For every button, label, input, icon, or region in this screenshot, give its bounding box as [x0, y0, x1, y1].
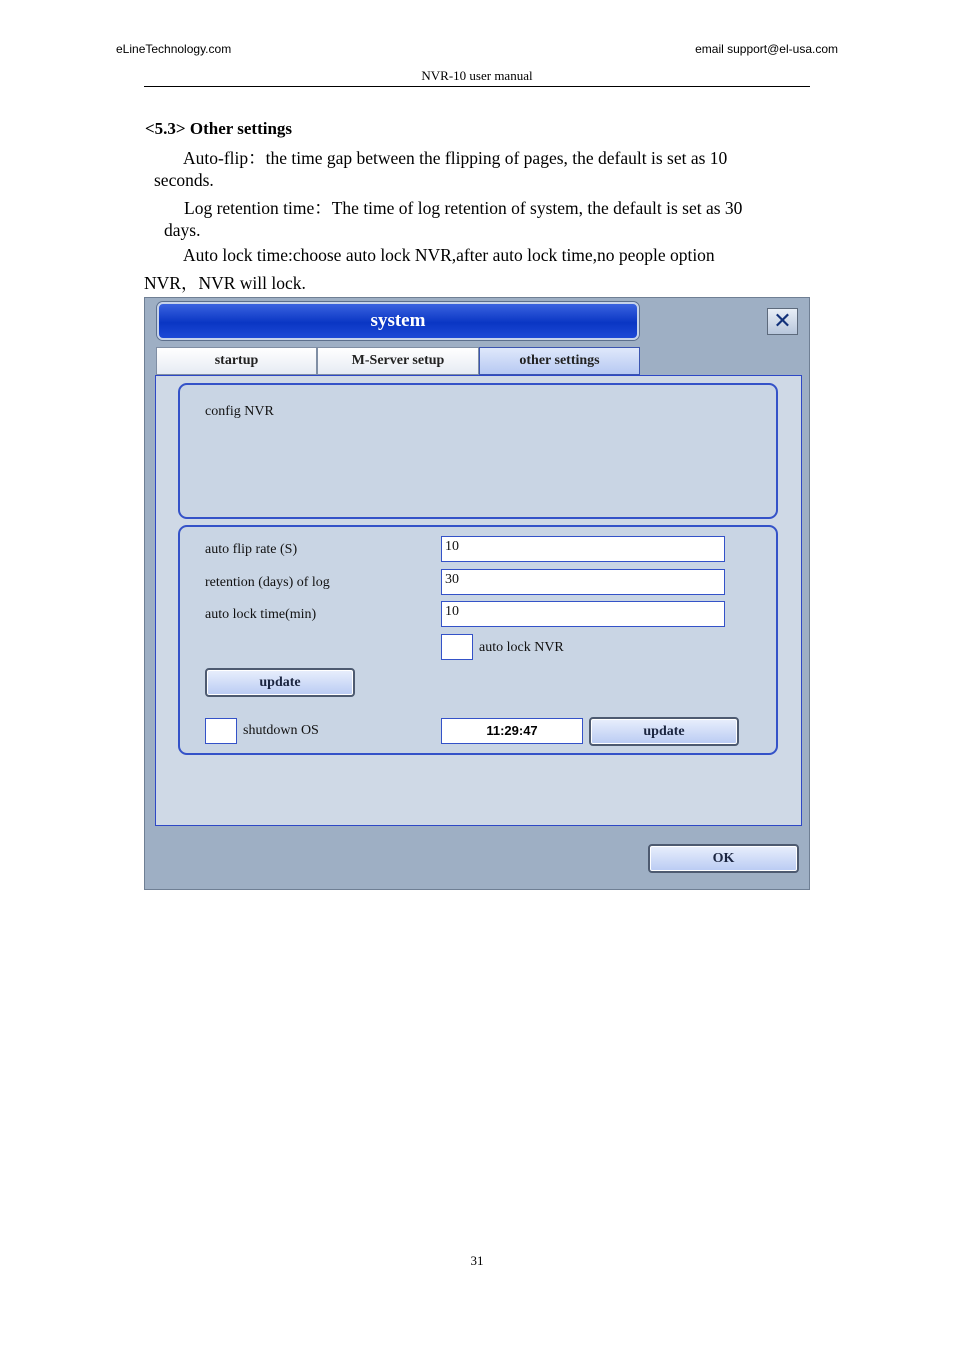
close-x-icon: ✕ [773, 309, 792, 334]
config-group [178, 383, 778, 519]
header-left: eLineTechnology.com [116, 42, 232, 56]
auto-flip-input[interactable]: 10 [441, 536, 725, 562]
header-center: NVR-10 user manual [421, 68, 533, 83]
log-retention-label: retention (days) of log [205, 575, 330, 590]
paragraph-line: Auto-flip：the time gap between the flipping of pages, the default is set as 10 [183, 148, 728, 168]
auto-lock-checkbox[interactable] [441, 634, 473, 660]
shutdown-label: shutdown OS [243, 723, 319, 738]
section-title: <5.3> Other settings [145, 119, 293, 138]
page-number: 31 [470, 1253, 484, 1268]
tab-panel [155, 375, 802, 826]
dialog-title-bar: system [157, 302, 639, 340]
clock-field[interactable]: 11:29:47 [441, 718, 583, 744]
tab-m-server-setup[interactable]: M-Server setup [317, 347, 479, 375]
tab-startup[interactable]: startup [156, 347, 317, 375]
paragraph-line: Auto lock time:choose auto lock NVR,after auto lock time,no people option [183, 245, 715, 265]
header-right: email support@el-usa.com [695, 42, 838, 56]
update-button[interactable]: update [205, 668, 355, 697]
shutdown-checkbox[interactable] [205, 718, 237, 744]
paragraph-line: days. [164, 220, 201, 240]
system-dialog [144, 297, 810, 890]
settings-group [178, 525, 778, 755]
paragraph-line: NVR，NVR will lock. [144, 273, 306, 293]
auto-lock-time-label: auto lock time(min) [205, 607, 317, 622]
paragraph-line: Log retention time：The time of log retention of system, the default is set as 30 [184, 198, 743, 218]
auto-flip-label: auto flip rate (S) [205, 542, 298, 557]
config-nvr-label: config NVR [205, 404, 274, 419]
update-time-button[interactable]: update [589, 717, 739, 746]
paragraph-line: seconds. [154, 170, 214, 190]
ok-button[interactable]: OK [648, 844, 799, 873]
header-rule [144, 86, 810, 87]
log-retention-input[interactable]: 30 [441, 569, 725, 595]
auto-lock-time-input[interactable]: 10 [441, 601, 725, 627]
tab-other-settings[interactable]: other settings [479, 347, 640, 375]
close-button[interactable] [767, 308, 798, 335]
auto-lock-label: auto lock NVR [479, 640, 564, 655]
